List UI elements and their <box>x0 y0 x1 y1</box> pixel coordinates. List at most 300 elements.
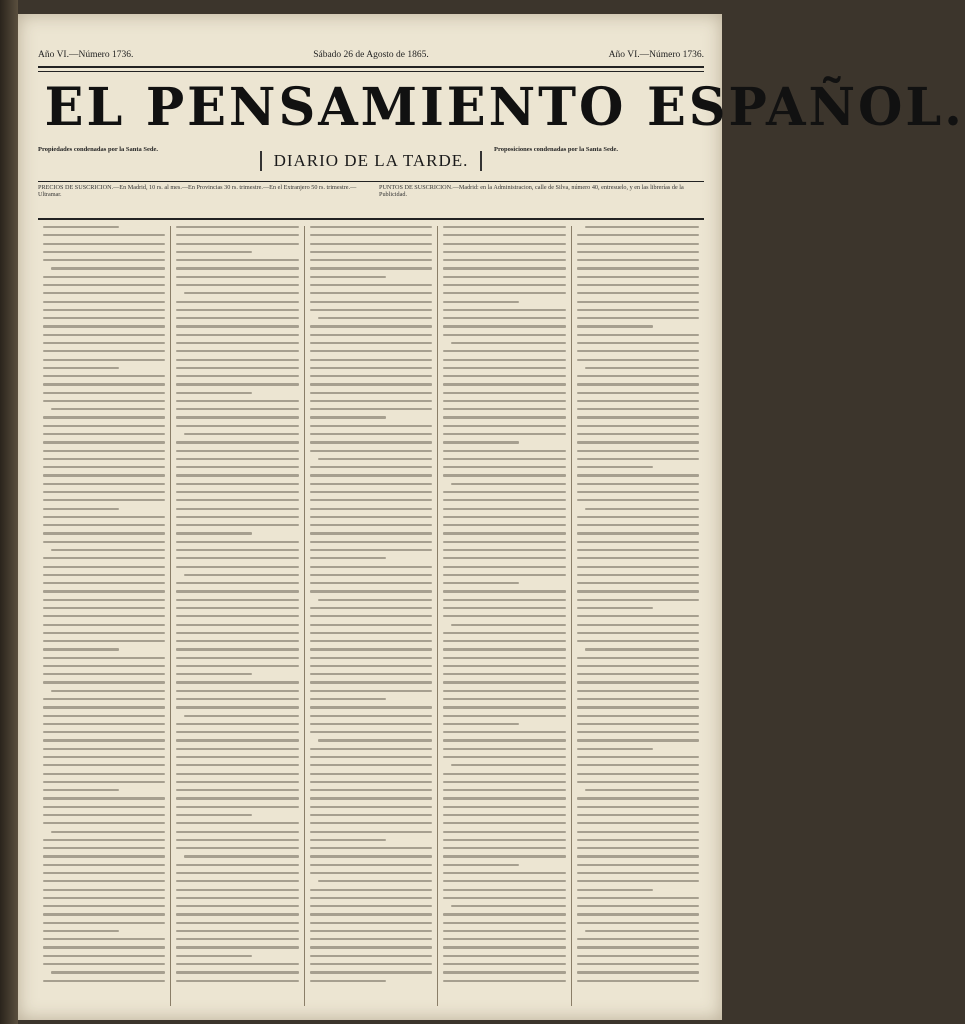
text-line <box>577 408 699 410</box>
text-line <box>577 301 699 303</box>
column-2 <box>171 226 304 1006</box>
text-line <box>310 267 432 269</box>
text-line <box>443 731 565 733</box>
text-line <box>176 416 298 418</box>
text-line <box>443 466 565 468</box>
text-line <box>43 309 165 311</box>
text-line <box>443 590 565 592</box>
text-line <box>43 259 165 261</box>
text-line <box>43 383 165 385</box>
text-line <box>310 930 432 932</box>
text-line <box>577 392 699 394</box>
text-line <box>43 599 165 601</box>
text-line <box>577 715 699 717</box>
text-line <box>176 474 298 476</box>
text-line <box>310 450 432 452</box>
text-line <box>577 839 699 841</box>
text-line <box>176 889 298 891</box>
text-line <box>577 499 699 501</box>
text-line <box>443 226 565 228</box>
text-line <box>310 309 432 311</box>
text-line <box>443 350 565 352</box>
text-line <box>577 698 699 700</box>
text-line <box>443 781 565 783</box>
text-line <box>310 532 432 534</box>
text-line <box>310 864 432 866</box>
text-line <box>443 971 565 973</box>
text-line <box>310 491 432 493</box>
text-line <box>310 690 432 692</box>
text-line <box>310 416 386 418</box>
text-line <box>577 897 699 899</box>
text-line <box>577 251 699 253</box>
text-line <box>51 267 165 269</box>
text-line <box>176 665 298 667</box>
text-line <box>176 731 298 733</box>
text-line <box>176 897 298 899</box>
text-line <box>577 243 699 245</box>
text-line <box>310 243 432 245</box>
text-line <box>318 739 432 741</box>
text-line <box>43 739 165 741</box>
text-line <box>43 441 165 443</box>
text-line <box>310 748 432 750</box>
text-line <box>577 292 699 294</box>
text-line <box>43 748 165 750</box>
text-line <box>443 897 565 899</box>
text-line <box>318 599 432 601</box>
text-line <box>310 839 386 841</box>
text-line <box>443 773 565 775</box>
text-line <box>577 980 699 982</box>
text-line <box>310 284 432 286</box>
text-line <box>176 541 298 543</box>
text-line <box>310 632 432 634</box>
text-line <box>310 607 432 609</box>
prices-block <box>38 184 704 214</box>
text-line <box>176 234 298 236</box>
text-line <box>43 980 165 982</box>
text-line <box>176 706 298 708</box>
text-line <box>176 905 298 907</box>
text-line <box>443 325 565 327</box>
text-line <box>443 632 565 634</box>
text-line <box>43 499 165 501</box>
text-line <box>577 665 699 667</box>
text-line <box>310 971 432 973</box>
text-line <box>176 764 298 766</box>
text-line <box>577 640 699 642</box>
text-line <box>443 880 565 882</box>
text-line <box>585 226 699 228</box>
text-line <box>310 980 386 982</box>
text-line <box>43 640 165 642</box>
text-line <box>577 773 699 775</box>
text-line <box>310 392 432 394</box>
text-line <box>310 665 432 667</box>
text-line <box>577 325 653 327</box>
text-line <box>310 334 432 336</box>
text-line <box>43 930 119 932</box>
issue-date: Sábado 26 de Agosto de 1865. <box>313 50 429 60</box>
text-line <box>310 441 432 443</box>
text-line <box>310 590 432 592</box>
text-line <box>176 499 298 501</box>
text-line <box>43 889 165 891</box>
text-line <box>176 276 298 278</box>
text-line <box>577 723 699 725</box>
text-line <box>310 367 432 369</box>
text-line <box>310 698 386 700</box>
text-line <box>176 607 298 609</box>
text-line <box>310 359 432 361</box>
text-line <box>310 292 432 294</box>
text-line <box>43 292 165 294</box>
text-line <box>184 855 298 857</box>
text-line <box>176 946 298 948</box>
text-line <box>176 739 298 741</box>
masthead-subrow <box>38 142 704 180</box>
text-line <box>310 466 432 468</box>
text-line <box>577 855 699 857</box>
text-line <box>577 334 699 336</box>
text-line <box>43 822 165 824</box>
text-line <box>443 690 565 692</box>
text-line <box>577 566 699 568</box>
text-line <box>577 433 699 435</box>
text-line <box>176 243 298 245</box>
text-line <box>310 681 432 683</box>
text-line <box>577 806 699 808</box>
masthead-left-note: Propiedades condenadas por la Santa Sede. <box>38 146 159 153</box>
text-line <box>176 367 298 369</box>
text-line <box>310 251 432 253</box>
text-line <box>310 516 432 518</box>
text-line <box>443 698 565 700</box>
article-columns <box>38 226 704 1006</box>
text-line <box>43 731 165 733</box>
text-line <box>443 508 565 510</box>
text-line <box>443 889 565 891</box>
text-line <box>310 715 432 717</box>
text-line <box>176 508 298 510</box>
text-line <box>443 756 565 758</box>
text-line <box>577 797 699 799</box>
text-line <box>310 541 432 543</box>
text-line <box>310 234 432 236</box>
text-line <box>577 309 699 311</box>
text-line <box>577 864 699 866</box>
text-line <box>443 715 565 717</box>
text-line <box>176 789 298 791</box>
sub-rule <box>38 181 704 182</box>
text-line <box>176 930 298 932</box>
text-line <box>443 855 565 857</box>
text-line <box>176 458 298 460</box>
text-line <box>43 474 165 476</box>
text-line <box>443 739 565 741</box>
text-line <box>443 458 565 460</box>
text-line <box>451 905 565 907</box>
text-line <box>310 789 432 791</box>
text-line <box>577 342 699 344</box>
text-line <box>43 450 165 452</box>
text-line <box>443 541 565 543</box>
text-line <box>176 516 298 518</box>
book-spine <box>0 0 18 1024</box>
text-line <box>43 425 165 427</box>
issue-header <box>38 48 704 62</box>
text-line <box>577 971 699 973</box>
text-line <box>577 549 699 551</box>
text-line <box>176 400 298 402</box>
text-line <box>443 657 565 659</box>
column-1 <box>38 226 171 1006</box>
text-line <box>577 400 699 402</box>
column-5 <box>572 226 704 1006</box>
text-line <box>577 516 699 518</box>
text-line <box>43 276 165 278</box>
text-line <box>51 831 165 833</box>
text-line <box>43 342 165 344</box>
text-line <box>310 648 432 650</box>
text-line <box>176 748 298 750</box>
text-line <box>43 922 165 924</box>
text-line <box>577 259 699 261</box>
text-line <box>577 284 699 286</box>
text-line <box>310 831 432 833</box>
text-line <box>43 607 165 609</box>
text-line <box>43 532 165 534</box>
text-line <box>176 963 298 965</box>
column-4 <box>438 226 571 1006</box>
text-line <box>176 491 298 493</box>
text-line <box>176 450 298 452</box>
text-line <box>577 706 699 708</box>
text-line <box>585 648 699 650</box>
text-line <box>176 342 298 344</box>
text-line <box>443 433 565 435</box>
issue-number-right: Año VI.—Número 1736. <box>608 50 704 60</box>
text-line <box>577 450 699 452</box>
text-line <box>43 698 165 700</box>
text-line <box>443 441 519 443</box>
text-line <box>310 723 432 725</box>
text-line <box>443 284 565 286</box>
text-line <box>443 292 565 294</box>
text-line <box>443 582 519 584</box>
text-line <box>310 889 432 891</box>
text-line <box>176 599 298 601</box>
text-line <box>443 276 565 278</box>
text-line <box>443 408 565 410</box>
text-line <box>443 831 565 833</box>
text-line <box>451 342 565 344</box>
text-line <box>176 408 298 410</box>
text-line <box>43 665 165 667</box>
text-line <box>43 466 165 468</box>
text-line <box>443 425 565 427</box>
text-line <box>176 723 298 725</box>
text-line <box>310 400 432 402</box>
text-line <box>176 864 298 866</box>
text-line <box>577 615 699 617</box>
text-line <box>43 847 165 849</box>
text-line <box>443 566 565 568</box>
text-line <box>577 383 699 385</box>
text-line <box>310 847 432 849</box>
text-line <box>176 847 298 849</box>
text-line <box>176 226 298 228</box>
text-line <box>577 491 699 493</box>
text-line <box>43 624 165 626</box>
text-line <box>577 847 699 849</box>
text-line <box>310 582 432 584</box>
text-line <box>443 822 565 824</box>
text-line <box>310 872 432 874</box>
columns-rule <box>38 218 704 220</box>
text-line <box>443 706 565 708</box>
text-line <box>577 690 699 692</box>
text-line <box>176 624 298 626</box>
text-line <box>176 806 298 808</box>
text-line <box>43 301 165 303</box>
text-line <box>176 615 298 617</box>
text-line <box>318 880 432 882</box>
text-line <box>577 955 699 957</box>
text-line <box>310 938 432 940</box>
text-line <box>443 301 519 303</box>
text-line <box>310 301 432 303</box>
text-line <box>310 806 432 808</box>
text-line <box>176 822 298 824</box>
text-line <box>443 806 565 808</box>
text-line <box>577 350 699 352</box>
text-line <box>310 425 432 427</box>
text-line <box>176 773 298 775</box>
text-line <box>43 905 165 907</box>
text-line <box>310 375 432 377</box>
text-line <box>443 383 565 385</box>
text-line <box>51 408 165 410</box>
text-line <box>176 251 252 253</box>
text-line <box>577 375 699 377</box>
text-line <box>43 251 165 253</box>
text-line <box>310 474 432 476</box>
text-line <box>310 624 432 626</box>
text-line <box>310 276 386 278</box>
text-line <box>310 574 432 576</box>
text-line <box>577 590 699 592</box>
text-line <box>176 325 298 327</box>
masthead-right-note: Proposiciones condenadas por la Santa Sede. <box>494 146 619 153</box>
text-line <box>43 458 165 460</box>
text-line <box>451 624 565 626</box>
text-line <box>443 334 565 336</box>
text-line <box>43 781 165 783</box>
text-line <box>310 855 432 857</box>
text-line <box>176 549 298 551</box>
text-line <box>577 764 699 766</box>
text-line <box>43 864 165 866</box>
text-line <box>43 566 165 568</box>
text-line <box>176 797 298 799</box>
text-line <box>176 301 298 303</box>
text-line <box>43 681 165 683</box>
text-line <box>443 400 565 402</box>
newspaper-page <box>18 14 965 1020</box>
text-line <box>443 955 565 957</box>
text-line <box>176 781 298 783</box>
text-line <box>443 491 565 493</box>
text-line <box>577 416 699 418</box>
text-line <box>318 317 432 319</box>
text-line <box>443 557 565 559</box>
text-line <box>577 483 699 485</box>
text-line <box>443 938 565 940</box>
text-line <box>43 557 165 559</box>
text-line <box>176 267 298 269</box>
text-line <box>443 946 565 948</box>
text-line <box>43 590 165 592</box>
text-line <box>176 309 298 311</box>
text-line <box>577 756 699 758</box>
text-line <box>43 226 119 228</box>
text-line <box>43 491 165 493</box>
text-line <box>184 715 298 717</box>
text-line <box>310 433 432 435</box>
text-line <box>310 342 432 344</box>
text-line <box>176 971 298 973</box>
text-line <box>43 483 165 485</box>
text-line <box>176 681 298 683</box>
text-line <box>176 673 252 675</box>
text-line <box>585 508 699 510</box>
text-line <box>577 599 699 601</box>
text-line <box>443 864 519 866</box>
text-line <box>577 880 699 882</box>
text-line <box>443 847 565 849</box>
text-line <box>310 615 432 617</box>
text-line <box>176 392 252 394</box>
text-line <box>577 607 653 609</box>
text-line <box>43 375 165 377</box>
text-line <box>176 259 298 261</box>
text-line <box>577 673 699 675</box>
text-line <box>43 632 165 634</box>
text-line <box>310 549 432 551</box>
text-line <box>176 922 298 924</box>
text-line <box>443 930 565 932</box>
text-line <box>577 541 699 543</box>
text-line <box>310 673 432 675</box>
text-line <box>443 549 565 551</box>
text-line <box>310 706 432 708</box>
text-line <box>43 913 165 915</box>
text-line <box>577 938 699 940</box>
text-line <box>577 267 699 269</box>
text-line <box>310 483 432 485</box>
text-line <box>43 582 165 584</box>
text-line <box>443 359 565 361</box>
text-line <box>443 532 565 534</box>
text-line <box>310 566 432 568</box>
text-line <box>577 781 699 783</box>
text-line <box>310 383 432 385</box>
text-line <box>443 259 565 261</box>
issue-number-left: Año VI.—Número 1736. <box>38 50 134 60</box>
text-line <box>310 773 432 775</box>
